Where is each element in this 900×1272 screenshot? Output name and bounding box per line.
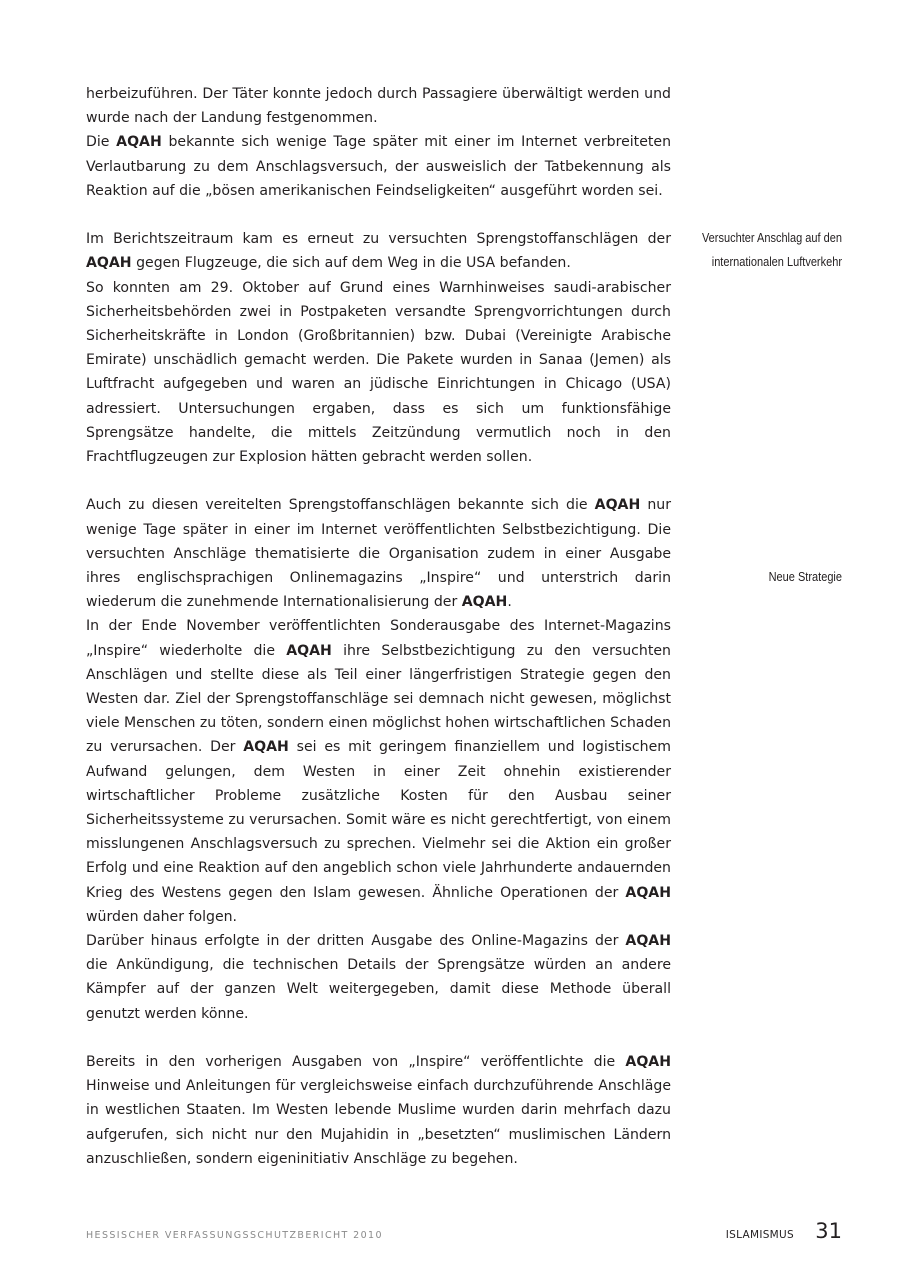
paragraph [86,227,671,275]
paragraph [86,276,671,470]
org-name-bold: AQAH [625,933,671,950]
text-run: Im Berichtszeitraum kam es erneut zu versuchten Sprengstoffanschlägen der [86,231,671,248]
org-name-bold: AQAH [594,497,641,514]
text-run: gegen Flugzeuge, die sich auf dem Weg in die USA befanden. [131,255,571,272]
footer-publication: HESSISCHER VERFASSUNGSSCHUTZBERICHT 2010 [86,1230,383,1241]
paragraph [86,614,671,929]
margin-note-line: Versuchter Anschlag auf den [701,231,842,245]
text-run: Bereits in den vorherigen Ausgaben von „Inspire“ veröffentlichte die [86,1054,626,1071]
text-run: In der Ende November veröffentlichten Sonderausgabe des Internet-Magazins „Inspire“ wiederholte die [86,618,671,659]
margin-note-attack [692,226,842,274]
body-text [86,82,671,1171]
org-name-bold: AQAH [86,255,132,272]
margin-note-line: internationalen Luftverkehr [711,255,842,270]
text-run: nur wenige Tage später in einer im Internet veröffentlichten Selbstbezichtigung. Die versuchten Anschläge thematisierte die Organisation zudem in einer Ausgabe ihres englischsprachigen Onlinemagazins „Inspire“ und unterstrich darin wiederum die zunehmende Internationalisierung der [86,497,672,611]
text-run: die Ankündigung, die technischen Details der Sprengsätze würden an andere Kämpfer auf der ganzen Welt weitergegeben, damit diese Methode überall genutzt werden könne. [86,957,671,1022]
paragraph [86,1050,671,1171]
text-run: Auch zu diesen vereitelten Sprengstoffanschlägen bekannte sich die [86,497,595,514]
org-name-bold: AQAH [461,594,508,611]
paragraph [86,82,671,130]
paragraph [86,929,671,1026]
org-name-bold: AQAH [243,739,289,756]
text-run: Hinweise und Anleitungen für vergleichsweise einfach durchzuführende Anschläge in westlichen Staaten. Im Westen lebende Muslime wurden darin mehrfach dazu aufgerufen, sich nicht nur den Mujahidin in „besetzten“ muslimischen Ländern anzuschließen, sondern eigeninitiativ Anschläge zu begehen. [86,1078,671,1167]
org-name-bold: AQAH [116,134,162,151]
text-run: . [507,594,512,611]
margin-note-line: Neue Strategie [768,570,842,584]
page-number: 31 [815,1219,842,1243]
text-run: würden daher folgen. [86,908,238,925]
text-run: Darüber hinaus erfolgte in der dritten Ausgabe des Online-Magazins der [86,933,626,950]
org-name-bold: AQAH [625,884,671,901]
footer-section: ISLAMISMUS [725,1229,794,1241]
margin-note-strategy [692,565,842,589]
text-run: herbeizuführen. Der Täter konnte jedoch durch Passagiere überwältigt werden und wurde nach der Landung festgenommen. [86,86,671,127]
paragraph [86,493,671,614]
text-run: sei es mit geringem finanziellem und logistischem Aufwand gelungen, dem Westen in einer Zeit ohnehin existierender wirtschaftlicher Probleme zusätzliche Kosten für den Ausbau seiner Sicherheitssysteme zu verursachen. Somit wäre es nicht gerechtfertigt, von einem misslungenen Anschlagsversuch zu sprechen. Vielmehr sei die Aktion ein großer Erfolg und eine Reaktion auf den angeblich schon viele Jahrhunderte andauernden Krieg des Westens gegen den Islam gewesen. Ähnliche Operationen der [86,739,671,901]
text-run: bekannte sich wenige Tage später mit einer im Internet verbreiteten Verlautbarung zu dem Anschlagsversuch, der ausweislich der Tatbekennung als Reaktion auf die „bösen amerikanischen Feindseligkeiten“ ausgeführt worden sei. [86,134,671,199]
org-name-bold: AQAH [286,642,332,659]
paragraph [86,130,671,203]
text-run: So konnten am 29. Oktober auf Grund eines Warnhinweises saudi-arabischer Sicherheitsbehörden zwei in Postpaketen versandte Sprengvorrichtungen durch Sicherheitskräfte in London (Großbritannien) bzw. Dubai (Vereinigte Arabische Emirate) unschädlich gemacht werden. Die Pakete wurden in Sanaa (Jemen) als Luftfracht aufgegeben und waren an jüdische Einrichtungen in Chicago (USA) adressiert. Untersuchungen ergaben, dass es sich um funktionsfähige Sprengsätze handelte, die mittels Zeitzündung vermutlich noch in den Frachtflugzeugen zur Explosion hätten gebracht werden sollen. [86,279,671,466]
text-run: ihre Selbstbezichtigung zu den versuchten Anschlägen und stellte diese als Teil einer längerfristigen Strategie gegen den Westen dar. Ziel der Sprengstoffanschläge sei demnach nicht gewesen, möglichst viele Menschen zu töten, sondern einen möglichst hohen wirtschaftlichen Schaden zu verursachen. Der [86,642,671,756]
text-run: Die [86,134,117,151]
org-name-bold: AQAH [625,1054,671,1071]
